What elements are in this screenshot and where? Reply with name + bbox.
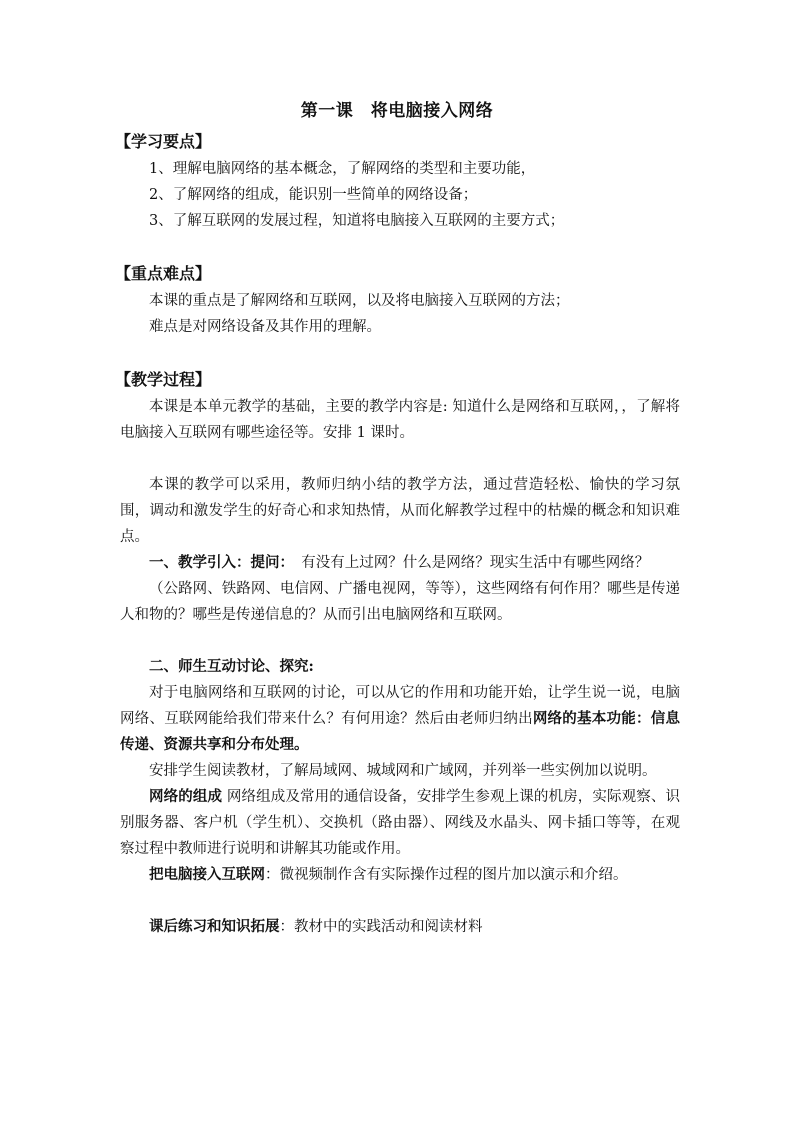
spacer	[120, 888, 680, 914]
after-class-label: 课后练习和知识拓展	[149, 918, 280, 935]
heading-key-points: 【重点难点】	[115, 264, 212, 283]
heading-learning-points: 【学习要点】	[115, 132, 212, 151]
composition-text: 网络组成及常用的通信设备，安排学生参观上课的机房，实际观察、识别服务器、客户机（学生机）、交换机（路由器）、网线及水晶头、网卡插口等等，在观察过程中教师进行说明和讲解其功能或作用。	[120, 789, 680, 857]
after-class-text: ：教材中的实践活动和阅读材料	[279, 919, 483, 935]
intro-label: 一、教学引入：提问：	[149, 554, 287, 571]
composition-label: 网络的组成	[149, 788, 223, 805]
process-paragraph-2: 本课的教学可以采用，教师归纳小结的教学方法，通过营造轻松、愉快的学习氛围，调动和激发学生的好奇心和求知热情，从而化解教学过程中的枯燥的概念和知识难点。	[120, 477, 680, 545]
key-point-line-2: 难点是对网络设备及其作用的理解。	[149, 319, 381, 335]
discussion-paragraph-2: 安排学生阅读教材，了解局域网、城域网和广域网，并列举一些实例加以说明。	[149, 763, 657, 779]
spacer	[120, 628, 680, 654]
intro-text: 有没有上过网？什么是网络？现实生活中有哪些网络？	[286, 555, 650, 571]
process-paragraph-1: 本课是本单元教学的基础，主要的教学内容是: 知道什么是网络和互联网，，了解将电脑接入互联网有哪些途径等。安排 1 课时。	[120, 399, 680, 441]
document-title: 第一课 将电脑接入网络	[300, 101, 494, 121]
discussion-bold-text: 网络的基本功能：信息传递、资源共享和分布处理。	[120, 710, 681, 753]
connect-paragraph	[120, 862, 680, 888]
connect-label: 把电脑接入互联网	[149, 866, 265, 883]
intro-paragraph-2: （公路网、铁路网、电信网、广播电视网，等等），这些网络有何作用？哪些是传递人和物的？哪些是传递信息的？从而引出电脑网络和互联网。	[120, 581, 680, 623]
learning-point-1: 1、理解电脑网络的基本概念，了解网络的类型和主要功能，	[149, 161, 536, 177]
spacer	[120, 340, 680, 366]
spacer	[120, 234, 680, 260]
key-point-line-1: 本课的重点是了解网络和互联网，以及将电脑接入互联网的方法；	[149, 293, 570, 309]
document-body	[115, 128, 681, 940]
connect-text: ：微视频制作含有实际操作过程的图片加以演示和介绍。	[265, 867, 628, 883]
discussion-paragraph-1	[120, 680, 680, 758]
learning-point-3: 3、了解互联网的发展过程，知道将电脑接入互联网的主要方式；	[149, 213, 565, 229]
discussion-text: 对于电脑网络和互联网的讨论，可以从它的作用和功能开始，让学生说一说，电脑网络、互联网能给我们带来什么？有何用途？然后由老师归纳出	[120, 685, 680, 727]
discussion-label: 二、师生互动讨论、探究:	[149, 658, 314, 675]
intro-paragraph	[120, 550, 680, 576]
spacer	[120, 446, 680, 472]
heading-process: 【教学过程】	[115, 370, 212, 389]
after-class-paragraph	[120, 914, 680, 940]
learning-point-2: 2、了解网络的组成，能识别一些简单的网络设备；	[149, 187, 478, 203]
composition-paragraph	[120, 784, 680, 862]
